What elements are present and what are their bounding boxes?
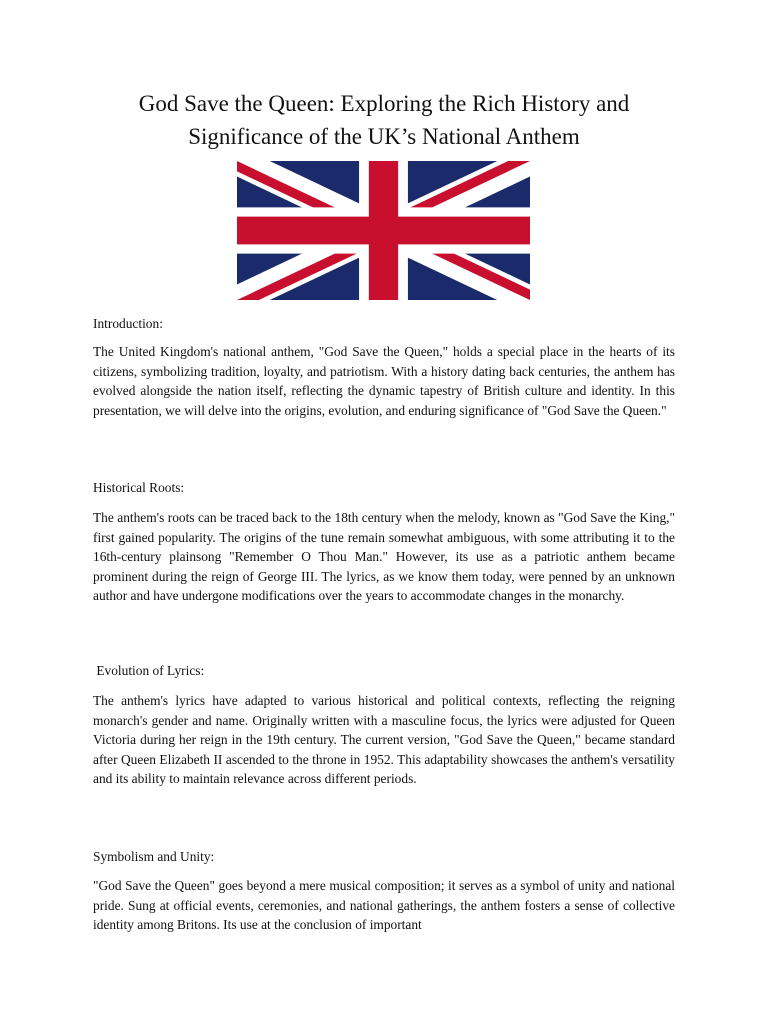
section-body-symbolism-and-unity: "God Save the Queen" goes beyond a mere musical composition; it serves as a symbol of unity and national pride. Sung at official events, ceremonies, and national gatherings, the anthem fosters a sense of collective identity among Britons. Its use at the conclusion of important — [93, 878, 675, 933]
title-line-1: God Save the Queen: Exploring the Rich History and — [138, 91, 630, 116]
section-body-introduction: The United Kingdom's national anthem, "God Save the Queen," holds a special place in the hearts of its citizens, symbolizing tradition, loyalty, and patriotism. With a history dating back centuries, the anthem has evolved alongside the nation itself, reflecting the dynamic tapestry of British culture and identity. In this presentation, we will delve into the origins, evolution, and enduring significance of "God Save the Queen." — [93, 344, 675, 418]
section-body-evolution-of-lyrics: The anthem's lyrics have adapted to various historical and political contexts, reflecting the reigning monarch's gender and name. Originally written with a masculine focus, the lyrics were adjusted for Queen Victoria during her reign in the 19th century. The current version, "God Save the Queen," became standard after Queen Elizabeth II ascended to the throne in 1952. This adaptability showcases the anthem's versatility and its ability to maintain relevance across different periods. — [93, 693, 675, 787]
section-body-historical-roots: The anthem's roots can be traced back to the 18th century when the melody, known as "God Save the King," first gained popularity. The origins of the tune remain somewhat ambiguous, with some attributing it to the 16th-century plainsong "Remember O Thou Man." However, its use as a patriotic anthem became prominent during the reign of George III. The lyrics, as we know them today, were penned by an unknown author and have undergone modifications over the years to accommodate changes in the monarchy. — [93, 510, 675, 604]
page-title — [60, 87, 708, 153]
section-heading-historical-roots: Historical Roots: — [93, 480, 185, 495]
union-jack-flag-icon — [237, 161, 530, 300]
section-heading-evolution-of-lyrics: Evolution of Lyrics: — [93, 663, 205, 678]
section-heading-symbolism-and-unity: Symbolism and Unity: — [93, 849, 215, 864]
title-line-2: Significance of the UK’s National Anthem — [188, 124, 580, 149]
section-heading-introduction: Introduction: — [93, 316, 163, 331]
